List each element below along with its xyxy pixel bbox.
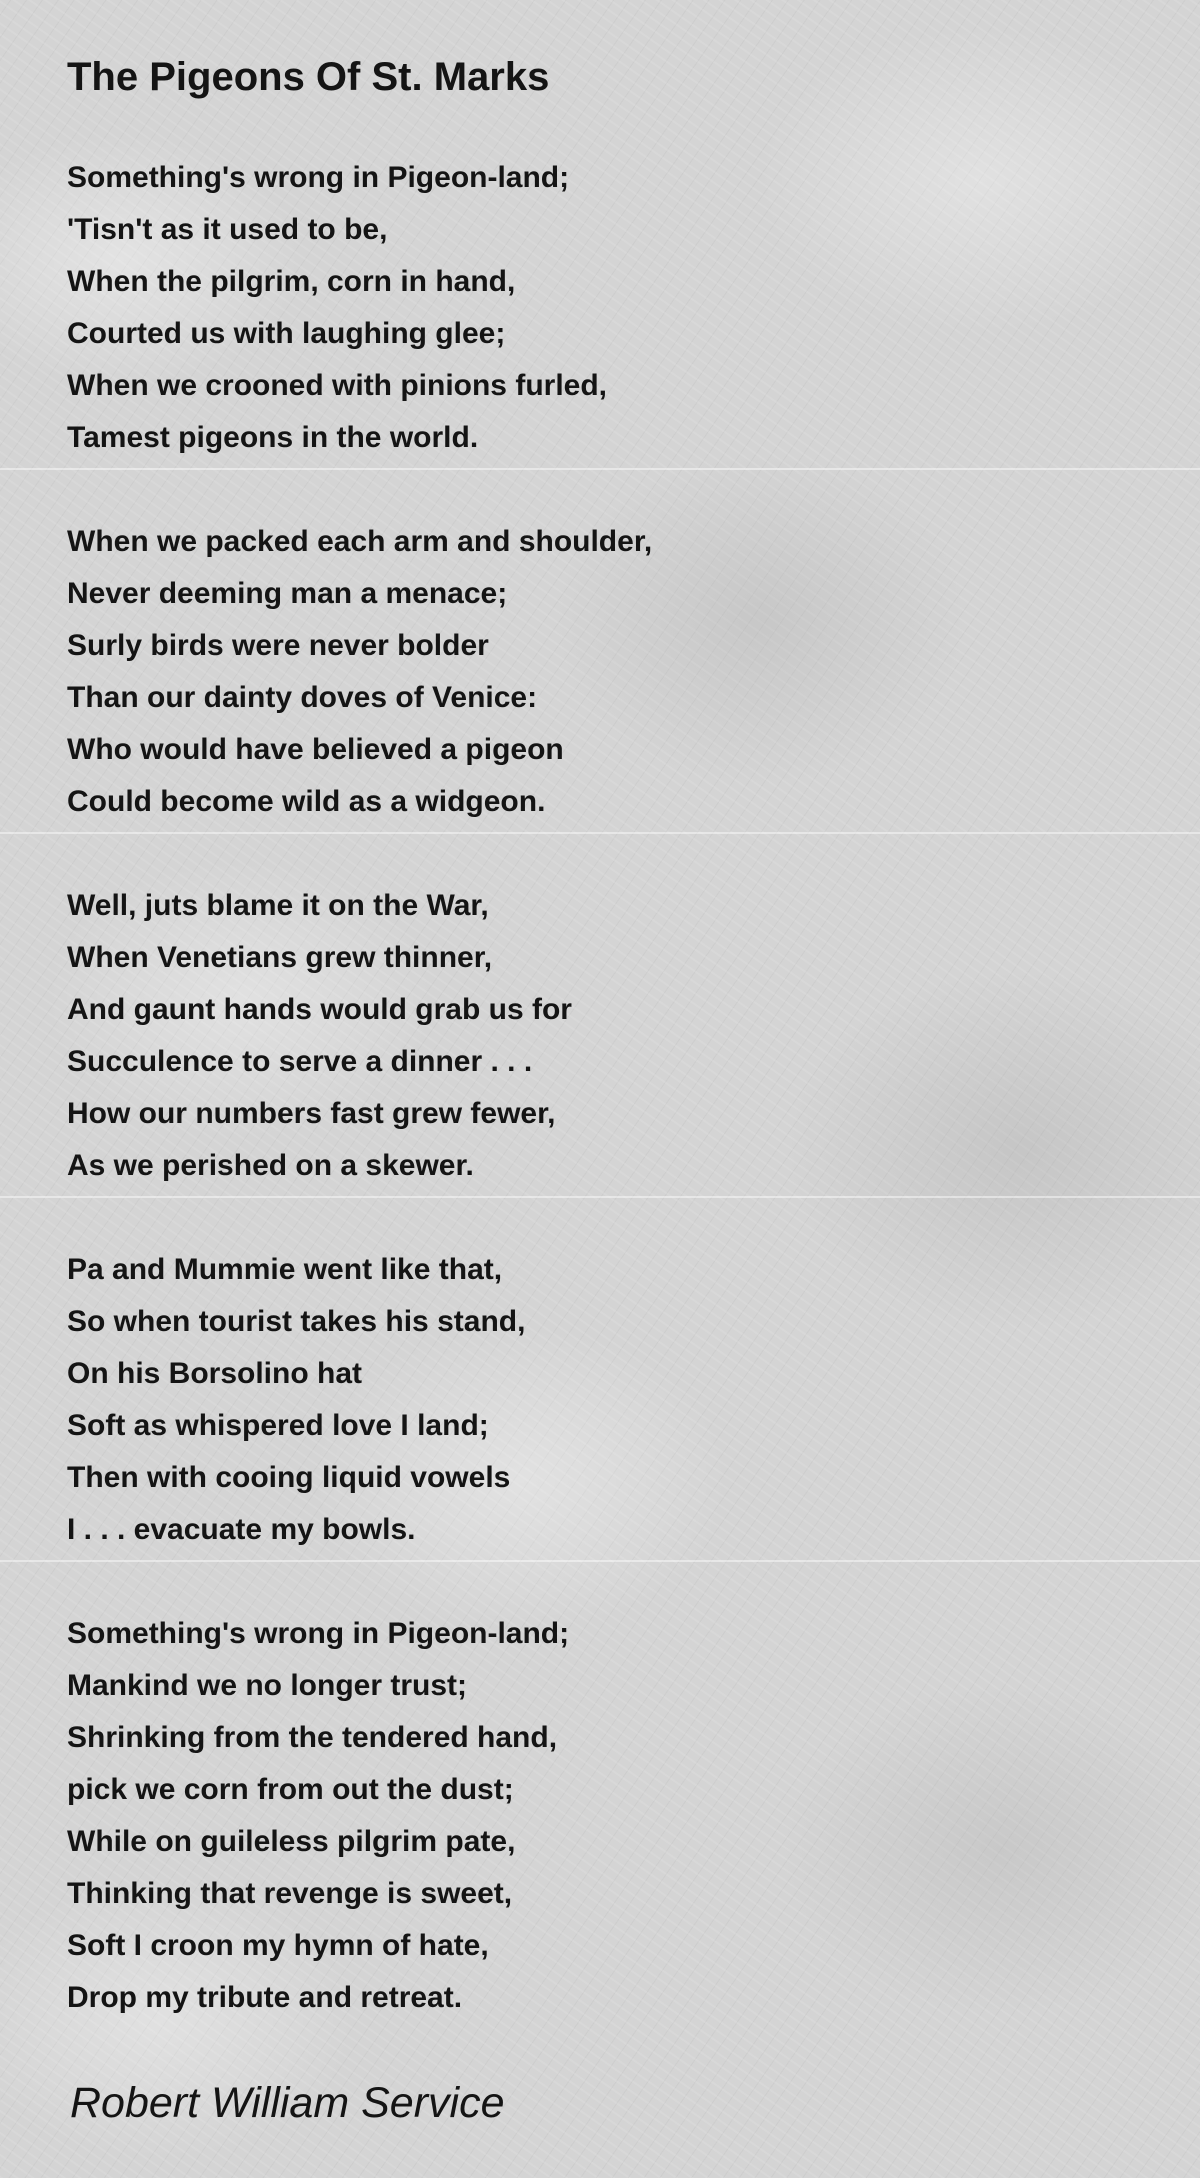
poem-line: Never deeming man a menace;: [67, 577, 508, 610]
poem-line: When Venetians grew thinner,: [67, 941, 493, 974]
poem-line: So when tourist takes his stand,: [67, 1305, 526, 1338]
poem-line: pick we corn from out the dust;: [67, 1773, 514, 1806]
poem-line: When the pilgrim, corn in hand,: [67, 265, 516, 298]
stanza-1: [67, 152, 1147, 464]
poem-line: When we crooned with pinions furled,: [67, 369, 607, 402]
poem-line: Shrinking from the tendered hand,: [67, 1721, 558, 1754]
stanza-5: [67, 1608, 1147, 2024]
poem-line: Well, juts blame it on the War,: [67, 889, 489, 922]
poem-line: Succulence to serve a dinner . . .: [67, 1045, 533, 1078]
poem-line: Who would have believed a pigeon: [67, 733, 564, 766]
poem-line: As we perished on a skewer.: [67, 1149, 474, 1182]
poem-line: Thinking that revenge is sweet,: [67, 1877, 513, 1910]
poem-line: Than our dainty doves of Venice:: [67, 681, 538, 714]
poem-line: Drop my tribute and retreat.: [67, 1981, 463, 2014]
poem-line: Mankind we no longer trust;: [67, 1669, 468, 1702]
poem: [67, 48, 1147, 2076]
stanza-4: [67, 1244, 1147, 1556]
stanza-3: [67, 880, 1147, 1192]
poem-line: While on guileless pilgrim pate,: [67, 1825, 516, 1858]
poem-line: Surly birds were never bolder: [67, 629, 489, 662]
poem-line: Something's wrong in Pigeon-land;: [67, 161, 570, 194]
poem-line: When we packed each arm and shoulder,: [67, 525, 653, 558]
poem-line: And gaunt hands would grab us for: [67, 993, 572, 1026]
poem-line: How our numbers fast grew fewer,: [67, 1097, 556, 1130]
poem-line: Pa and Mummie went like that,: [67, 1253, 503, 1286]
poem-line: Tamest pigeons in the world.: [67, 421, 479, 454]
stanza-2: [67, 516, 1147, 828]
poem-line: Soft I croon my hymn of hate,: [67, 1929, 489, 1962]
poem-line: Courted us with laughing glee;: [67, 317, 506, 350]
poem-line: Then with cooing liquid vowels: [67, 1461, 511, 1494]
poem-line: I . . . evacuate my bowls.: [67, 1513, 416, 1546]
poem-title: The Pigeons Of St. Marks: [67, 55, 550, 99]
poem-line: Soft as whispered love I land;: [67, 1409, 489, 1442]
poem-line: Could become wild as a widgeon.: [67, 785, 546, 818]
poem-line: Something's wrong in Pigeon-land;: [67, 1617, 570, 1650]
poem-line: On his Borsolino hat: [67, 1357, 363, 1390]
poem-line: 'Tisn't as it used to be,: [67, 213, 388, 246]
poem-author: Robert William Service: [70, 2079, 505, 2127]
